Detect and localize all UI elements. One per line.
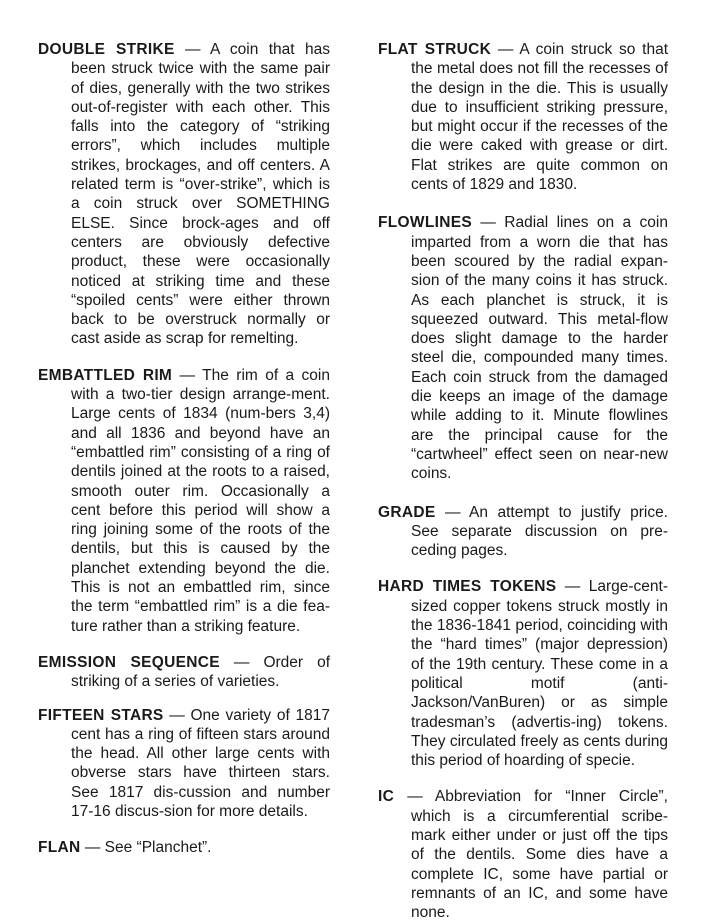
glossary-entry-flat-struck [378,40,668,194]
glossary-definition: — A coin that has been struck twice with the same pair of dies, generally with the two strikes out-of-register with each other. This falls into the category of “striking errors”, which includes multiple strikes, brockages, and off centers. A related term is “over-strike”, which is a coin struck over SOMETHING ELSE. Since brock-ages and off centers are obviously defective product, these were occasionally noticed at striking time and these “spoiled cents” were either thrown back to be overstruck normally or cast aside as scrap for remelting. [71,41,330,348]
glossary-definition: — A coin struck so that the metal does not fill the recesses of the design in the die. This is usually due to insufficient striking pressure, but might occur if the recesses of the die were caked with grease or dirt. Flat strikes are quite common on cents of 1829 and 1830. [411,41,668,194]
glossary-definition: — Order of striking of a series of varieties. [71,653,331,691]
glossary-term: FLAT STRUCK [378,41,492,58]
glossary-term: FIFTEEN STARS [38,706,164,724]
glossary-entry-grade [378,503,668,561]
glossary-entry-fifteen-stars [38,706,330,822]
glossary-entry-emission-sequence [38,653,330,692]
glossary-definition: — Radial lines on a coin imparted from a worn die that has been scoured by the radial expan-sion of the many coins it has struck. As each planchet is struck, it is squeezed outward. This metal-flow does slight damage to the harder steel die, compounded many times. Each coin struck from the damaged die keeps an image of the damage while adding to it. Minute flowlines are the principal cause for the “cartwheel” effect seen on near-new coins. [411,214,668,483]
glossary-entry-flan [38,838,330,857]
glossary-entry-embattled-rim [38,366,330,636]
glossary-entry-double-strike [38,40,330,349]
glossary-term: FLOWLINES [378,214,472,232]
glossary-entry-flowlines [378,213,668,483]
glossary-entry-hard-times-tokens [378,577,668,770]
glossary-entry-ic [378,787,668,922]
right-column [378,40,668,922]
glossary-definition: — An attempt to justify price. See separate discussion on pre-ceding pages. [411,503,668,560]
glossary-term: DOUBLE STRIKE [38,41,175,58]
glossary-definition: — See “Planchet”. [80,839,212,857]
glossary-definition: — Large-cent-sized copper tokens struck mostly in the 1836-1841 period, coinciding with the “hard times” (major depression) of the 19th century. These come in a political motif (anti-Jackson/VanBuren) or as simple tradesman’s (advertis-ing) tokens. They circulated freely as cents during this period of hoarding of specie. [411,578,668,770]
glossary-term: HARD TIMES TOKENS [378,578,557,596]
glossary-definition: — One variety of 1817 cent has a ring of fifteen stars around the head. All other large cents with obverse stars have thirteen stars. See 1817 dis-cussion and number 17-16 discus-sion for more details. [71,706,330,820]
glossary-term: FLAN [38,839,81,857]
glossary-definition: — Abbreviation for “Inner Circle”, which is a circumferential scribe-mark either under or just off the tips of the dentils. Some dies have a complete IC, some have partial or remnants of an IC, and some have none. [394,788,668,922]
glossary-definition: — The rim of a coin with a two-tier design arrange-ment. Large cents of 1834 (num-bers 3,4) and all 1836 and beyond have an “embattled rim” consisting of a ring of dentils joined at the roots to a raised, smooth outer rim. Occasionally a cent before this period will show a ring joining some of the roots of the dentils, but this is caused by the planchet extending beyond the die. This is not an embattled rim, since the term “embattled rim” is a die fea-ture rather than a striking feature. [71,366,330,635]
glossary-term: EMISSION SEQUENCE [38,653,220,671]
glossary-term: IC [378,788,395,806]
glossary-term: EMBATTLED RIM [38,366,173,384]
left-column [38,40,330,858]
glossary-term: GRADE [378,503,436,521]
